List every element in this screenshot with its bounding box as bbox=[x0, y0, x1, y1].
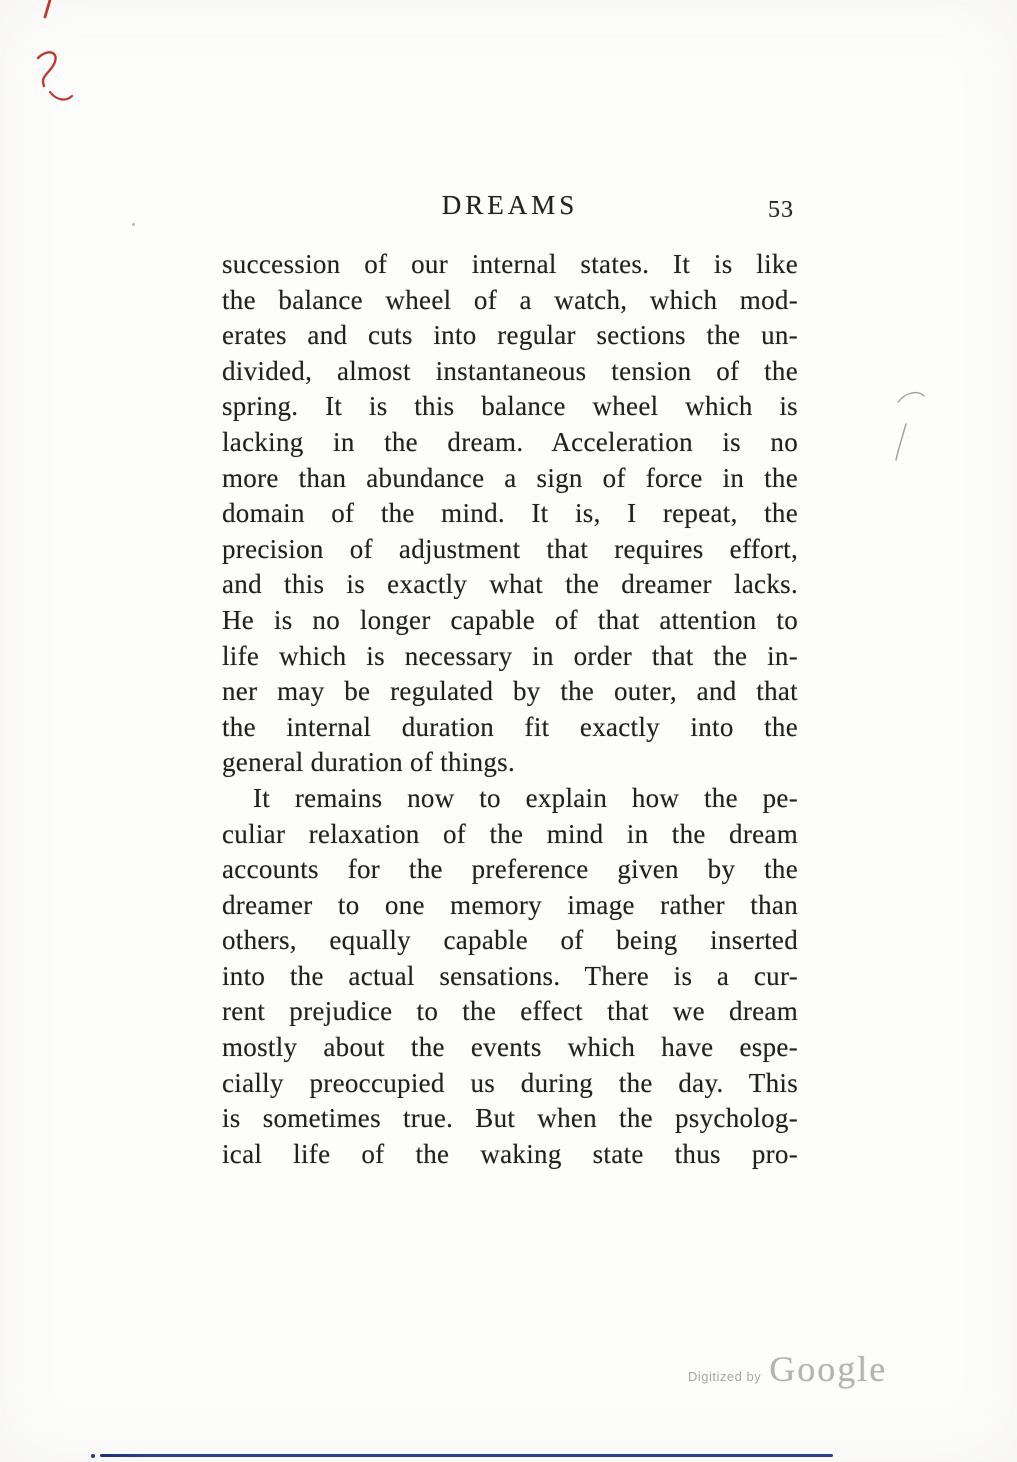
text-line: others, equally capable of being inserted bbox=[222, 925, 798, 956]
digitization-watermark bbox=[688, 1348, 887, 1390]
text-line: domain of the mind. It is, I repeat, the bbox=[222, 498, 798, 529]
page-title: DREAMS bbox=[441, 190, 579, 220]
text-line: culiar relaxation of the mind in the dream bbox=[222, 818, 798, 849]
text-line: general duration of things. bbox=[222, 747, 516, 778]
text-line: erates and cuts into regular sections the un- bbox=[222, 320, 798, 351]
text-line: divided, almost instantaneous tension of the bbox=[222, 355, 798, 386]
text-line: dreamer to one memory image rather than bbox=[222, 889, 798, 920]
text-line: rent prejudice to the effect that we dream bbox=[222, 996, 798, 1027]
text-line: spring. It is this balance wheel which is bbox=[222, 391, 798, 422]
text-line: more than abundance a sign of force in the bbox=[222, 462, 798, 493]
text-line: the internal duration fit exactly into the bbox=[222, 711, 798, 742]
text-line: ner may be regulated by the outer, and that bbox=[222, 676, 798, 707]
text-line: is sometimes true. But when the psycholog- bbox=[222, 1103, 798, 1134]
text-line: He is no longer capable of that attention to bbox=[222, 604, 798, 635]
text-line: ical life of the waking state thus pro- bbox=[222, 1138, 798, 1169]
page-number: 53 bbox=[768, 197, 794, 223]
text-line: accounts for the preference given by the bbox=[222, 854, 798, 885]
red-pen-marks-icon bbox=[20, 0, 110, 120]
text-line: It remains now to explain how the pe- bbox=[253, 782, 798, 813]
text-block bbox=[222, 247, 798, 1172]
text-line: precision of adjustment that requires effort, bbox=[222, 533, 798, 564]
google-logo-text: Google bbox=[769, 1349, 888, 1389]
pencil-marks-icon bbox=[878, 382, 938, 472]
digitized-by-label: Digitized by bbox=[688, 1369, 762, 1384]
text-line: and this is exactly what the dreamer lacks. bbox=[222, 569, 798, 600]
bottom-scan-line bbox=[100, 1454, 833, 1457]
paragraph-1 bbox=[222, 247, 798, 781]
text-line: lacking in the dream. Acceleration is no bbox=[222, 426, 798, 457]
text-line: succession of our internal states. It is like bbox=[222, 249, 798, 279]
page-header bbox=[222, 190, 798, 230]
bottom-scan-dot bbox=[91, 1454, 95, 1458]
text-line: life which is necessary in order that the in- bbox=[222, 640, 798, 671]
text-line: cially preoccupied us during the day. This bbox=[222, 1067, 798, 1098]
ink-speck bbox=[132, 223, 135, 226]
text-line: the balance wheel of a watch, which mod- bbox=[222, 284, 798, 315]
paragraph-2 bbox=[222, 781, 798, 1173]
text-line: mostly about the events which have espe- bbox=[222, 1032, 798, 1063]
text-line: into the actual sensations. There is a cur- bbox=[222, 960, 798, 991]
